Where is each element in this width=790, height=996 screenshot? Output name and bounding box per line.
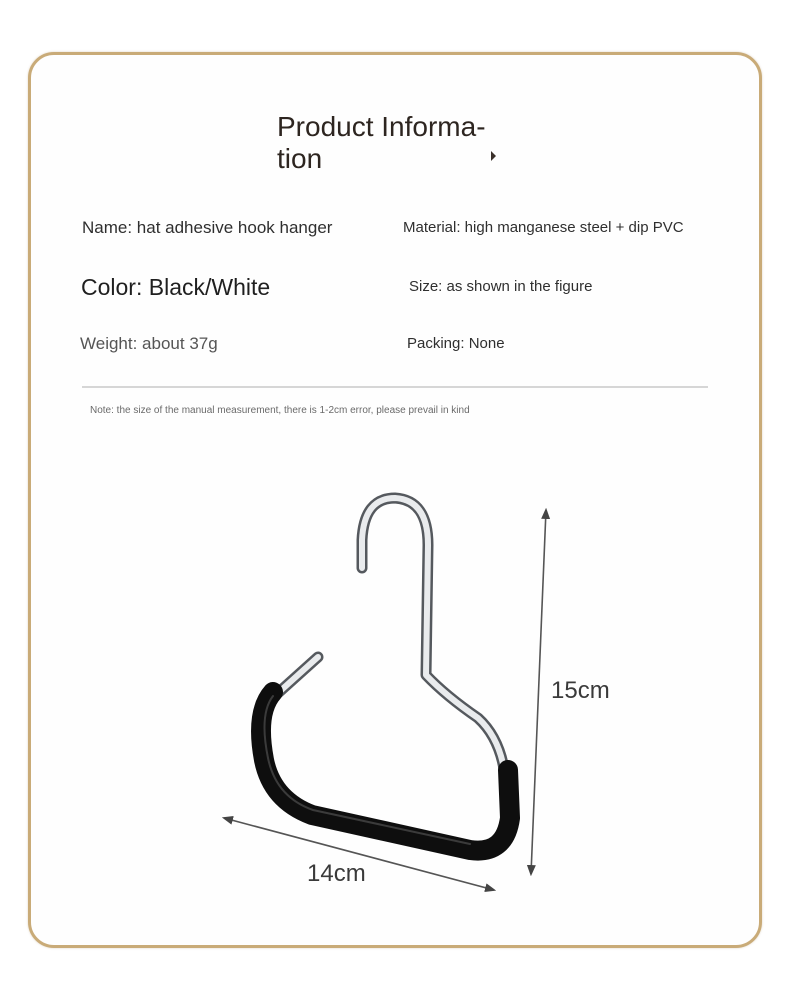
hanger-metal-wire [268, 498, 505, 775]
spec-size: Size: as shown in the figure [409, 278, 593, 295]
width-dimension-label: 14cm [307, 860, 366, 887]
spec-material: Material: high manganese steel + dip PVC [403, 219, 684, 236]
spec-packing: Packing: None [407, 335, 505, 352]
spec-color: Color: Black/White [81, 274, 271, 300]
height-dimension-arrow [531, 510, 546, 874]
title-line-1: Product Informa- [277, 111, 486, 142]
spec-name: Name: hat adhesive hook hanger [82, 218, 333, 237]
title-line-2: tion [277, 143, 323, 174]
measurement-note: Note: the size of the manual measurement, there is 1-2cm error, please prevail in kind [90, 405, 470, 416]
height-dimension-label: 15cm [551, 677, 610, 704]
spec-weight: Weight: about 37g [80, 334, 218, 353]
